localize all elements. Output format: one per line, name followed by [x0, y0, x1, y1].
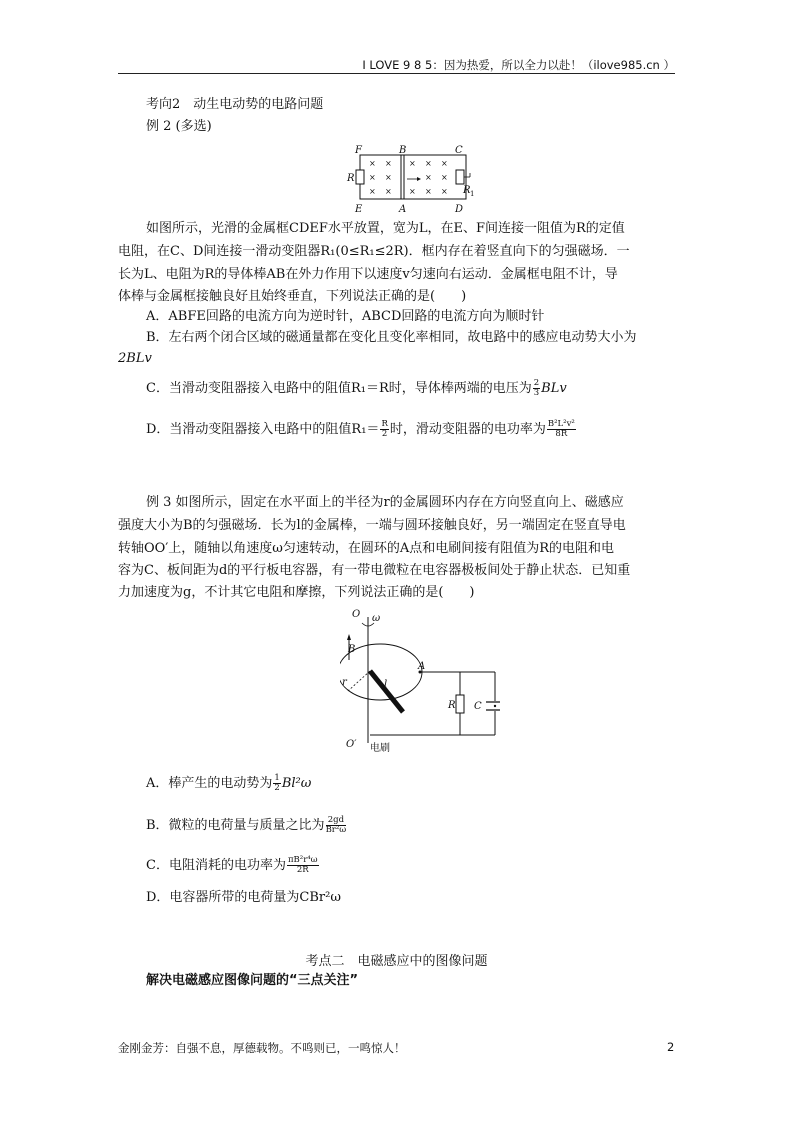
stem-line: 转轴OO′上，随轴以角速度ω匀速转动，在圆环的A点和电刷间接有阻值为R的电阻和电 — [118, 541, 615, 556]
svg-text:×: × — [369, 173, 376, 182]
svg-text:×: × — [369, 159, 376, 168]
stem-line: 强度大小为B的匀强磁场．长为l的金属棒，一端与圆环接触良好，另一端固定在竖直导电 — [118, 518, 626, 533]
svg-text:×: × — [409, 187, 416, 196]
label-r: r — [342, 677, 347, 688]
option-B: B．左右两个闭合区域的磁通量都在变化且变化率相同，故电路中的感应电动势大小为 — [146, 330, 637, 345]
svg-text:1: 1 — [470, 190, 475, 198]
label-R: R — [347, 173, 355, 184]
svg-text:×: × — [441, 187, 448, 196]
example-label: 例 2 (多选) — [146, 119, 212, 134]
label-B: B — [399, 145, 407, 156]
svg-text:×: × — [385, 159, 392, 168]
label-O-prime: O′ — [346, 739, 357, 750]
label-C: C — [474, 701, 482, 712]
label-R: R — [448, 700, 456, 711]
section-subtitle: 解决电磁感应图像问题的“三点关注” — [146, 973, 359, 988]
svg-text:×: × — [425, 159, 432, 168]
resistor-R — [456, 695, 464, 713]
svg-text:×: × — [385, 187, 392, 196]
option-B: B．微粒的电荷量与质量之比为 $\frac{2gd}{\text{Br²ω}}$ — [146, 815, 347, 835]
svg-text:×: × — [441, 173, 448, 182]
svg-text:×: × — [369, 187, 376, 196]
page-number: 2 — [667, 1040, 675, 1054]
svg-text:×: × — [425, 187, 432, 196]
metal-rod — [370, 671, 403, 712]
label-A: A — [399, 204, 407, 215]
label-E: E — [355, 204, 363, 215]
label-D: D — [455, 204, 464, 215]
stem-line: 容为C、板间距为d的平行板电容器，有一带电微粒在电容器极板间处于静止状态．已知重 — [118, 563, 631, 578]
stem-line: 如图所示，光滑的金属框CDEF水平放置，宽为L，在E、F间连接一阻值为R的定值 — [146, 221, 625, 236]
label-B: B — [348, 644, 356, 655]
figure-metal-frame — [345, 143, 475, 215]
svg-text:×: × — [425, 173, 432, 182]
header-rule — [118, 73, 675, 74]
label-brush: 电刷 — [370, 743, 390, 754]
label-F: F — [355, 145, 362, 156]
stem-line: 例 3 如图所示，固定在水平面上的半径为r的金属圆环内存在方向竖直向上、磁感应 — [146, 495, 624, 510]
svg-text:×: × — [409, 159, 416, 168]
option-D: D．当滑动变阻器接入电路中的阻值R₁＝ $\frac{R}{2}$ 时，滑动变阻器的电功率为 $\frac{\text{B²L²v²}}{8R}$ — [146, 419, 575, 439]
option-C: C．当滑动变阻器接入电路中的阻值R₁＝R时，导体棒两端的电压为 $\frac{2}{3}$ BLv — [146, 378, 567, 398]
stem-line: 力加速度为g，不计其它电阻和摩擦，下列说法正确的是( ) — [118, 585, 475, 600]
label-omega: ω — [372, 613, 381, 624]
header-text: I LOVE 9 8 5：因为热爱，所以全力以赴！（ilove985.cn ） — [362, 58, 675, 72]
label-O: O — [352, 609, 361, 620]
option-D: D．电容器所带的电荷量为CBr²ω — [146, 890, 341, 905]
svg-text:×: × — [441, 159, 448, 168]
option-C: C．电阻消耗的电功率为 $\frac{\text{πB²r⁴ω}}{2R}$ — [146, 855, 318, 875]
label-l: l — [384, 679, 388, 690]
section-title: 考向2 动生电动势的电路问题 — [146, 97, 324, 112]
section-title: 考点二 电磁感应中的图像问题 — [305, 954, 488, 969]
footer-text: 金刚金芳：自强不息，厚德载物。不鸣则已，一鸣惊人！ — [118, 1041, 406, 1055]
stem-line: 电阻，在C、D间连接一滑动变阻器R₁(0≤R₁≤2R)．框内存在着竖直向下的匀强磁场．一 — [118, 244, 630, 259]
svg-text:×: × — [385, 173, 392, 182]
magnetic-field-crosses — [369, 159, 448, 196]
label-A: A — [418, 661, 426, 672]
option-B-cont: 2BLv — [118, 351, 152, 366]
stem-line: 体棒与金属框接触良好且始终垂直，下列说法正确的是( ) — [118, 289, 467, 304]
option-A: A．棒产生的电动势为 $\frac{1}{2}$ Bl²ω — [146, 773, 312, 793]
stem-line: 长为L、电阻为R的导体棒AB在外力作用下以速度v匀速向右运动．金属框电阻不计，导 — [118, 267, 618, 282]
label-C: C — [455, 145, 463, 156]
label-R1: R — [463, 185, 471, 196]
rod-AB — [401, 155, 404, 199]
figure-rotating-rod — [340, 605, 500, 755]
option-A: A．ABFE回路的电流方向为逆时针，ABCD回路的电流方向为顺时针 — [146, 309, 545, 324]
resistor-R — [356, 170, 364, 184]
rheostat-R1 — [456, 170, 464, 184]
